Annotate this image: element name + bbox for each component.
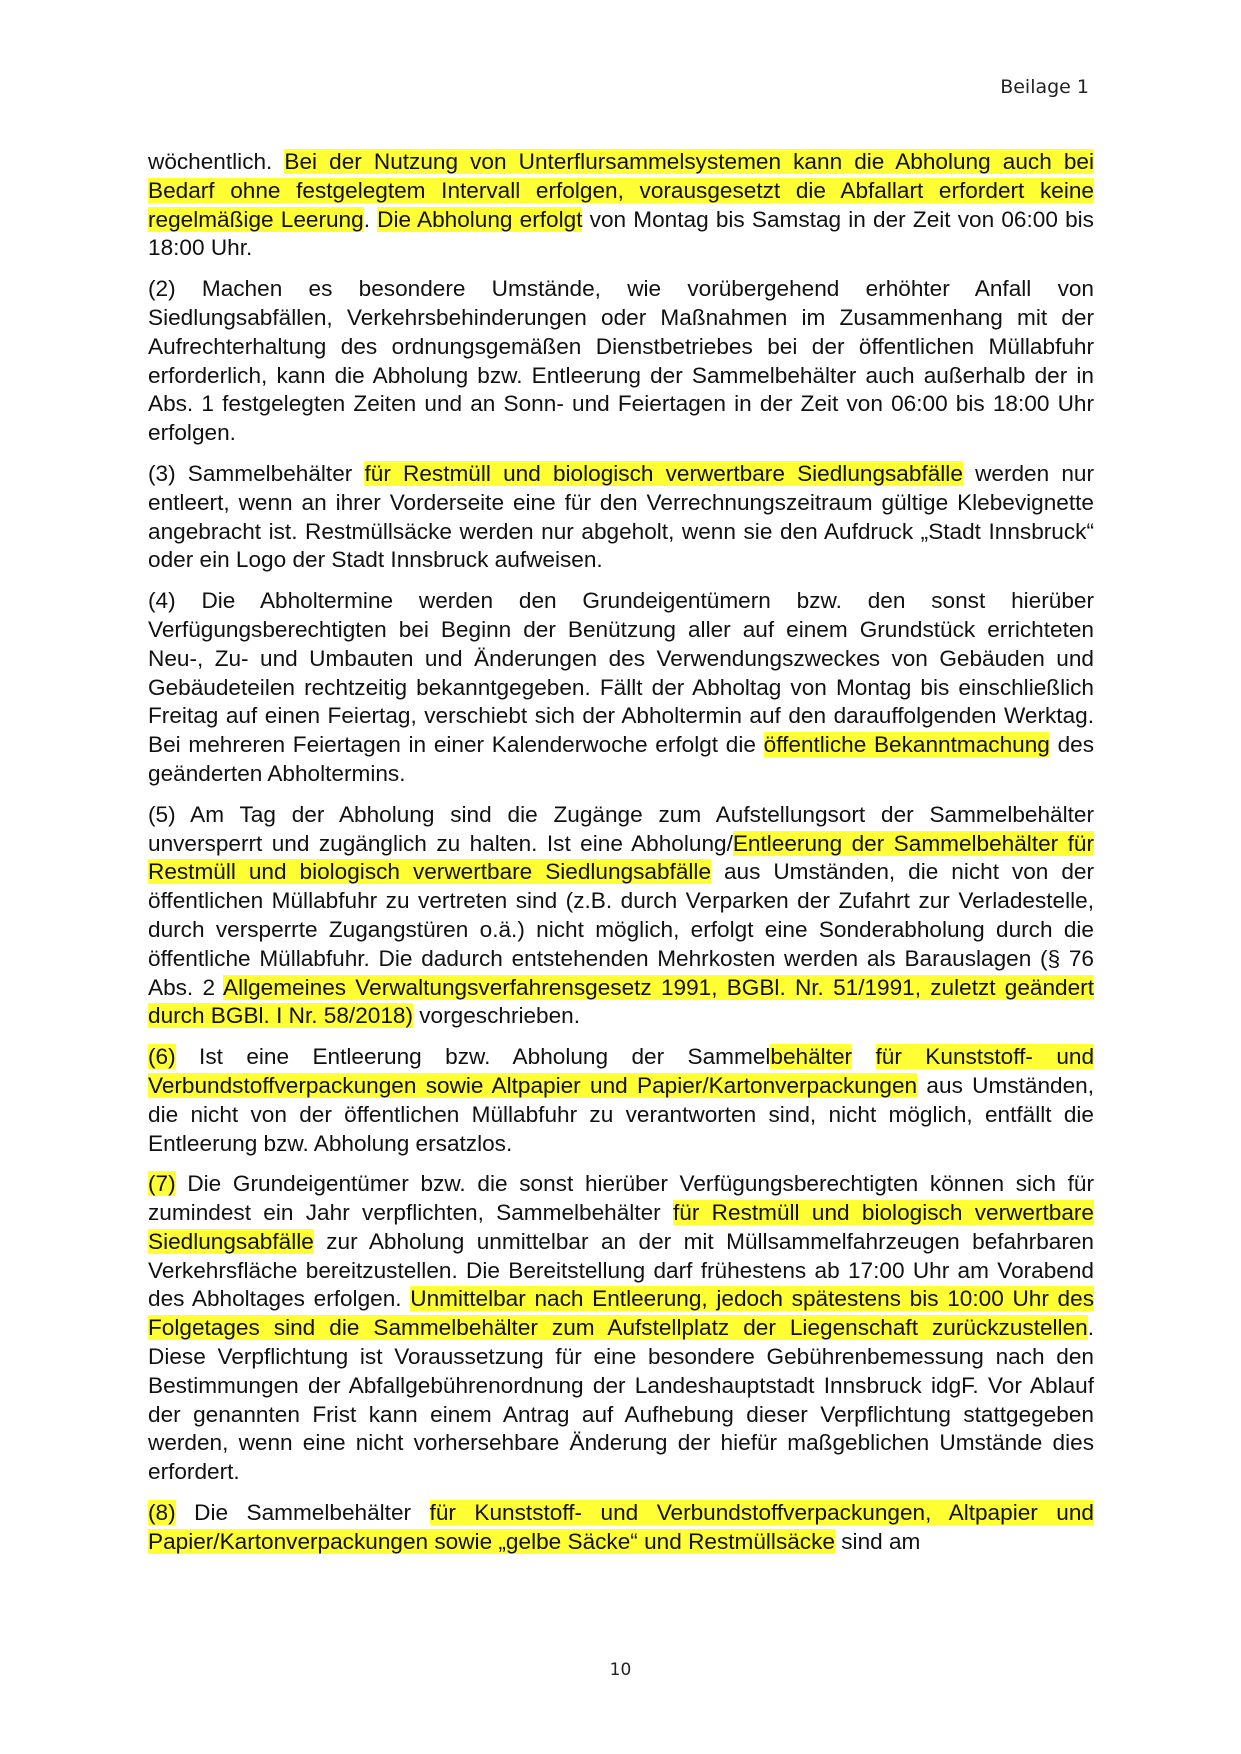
header-label: Beilage 1 <box>1000 76 1089 98</box>
text-run: von Montag bis Samstag in der Zeit von 06:00 bis 18:00 Uhr. <box>148 206 1094 261</box>
text-run: aus Umständen, die nicht von der öffentlichen Müllabfuhr zu verantworten sind, nicht möglich, entfällt die Entleerung bzw. Abholung ersatzlos. <box>148 1072 1094 1156</box>
paragraph-1 <box>148 148 1094 263</box>
text-run: sind am <box>834 1528 921 1554</box>
paragraph-2 <box>148 275 1094 448</box>
body-text <box>148 148 1094 1569</box>
text-run: (3) Sammelbehälter <box>148 460 365 486</box>
paragraph-4 <box>148 587 1094 789</box>
text-run: (5) Am Tag der Abholung sind die Zugänge zum Aufstellungsort der Sammelbehälter unversperrt und zugänglich zu halten. Ist eine Abholung/ <box>148 801 1094 856</box>
highlighted-text: Entleerung der Sammelbehälter für Restmüll und biologisch verwertbare Siedlungsabfälle <box>148 830 1094 885</box>
highlighted-text: Unmittelbar nach Entleerung, jedoch spätestens bis 10:00 Uhr des Folgetages sind die Sammelbehälter zum Aufstellplatz der Liegenschaft zurückzustellen <box>148 1286 1094 1341</box>
text-run: werden nur entleert, wenn an ihrer Vorderseite eine für den Verrechnungszeitraum gültige Klebevignette angebracht ist. Restmüllsäcke werden nur abgeholt, wenn sie den Aufdruck „Stadt Innsbruck“ oder ein Logo der Stadt Innsbruck aufweisen. <box>148 460 1094 573</box>
text-run: (2) Machen es besondere Umstände, wie vorübergehend erhöhter Anfall von Siedlungsabfällen, Verkehrsbehinderungen oder Maßnahmen im Zusammenhang mit der Aufrechterhaltung des ordnungsgemäßen Dienstbetriebes bei der öffentlichen Müllabfuhr erforderlich, kann die Abholung bzw. Entleerung der Sammelbehälter auch außerhalb der in Abs. 1 festgelegten Zeiten und an Sonn- und Feiertagen in der Zeit von 06:00 bis 18:00 Uhr erfolgen. <box>148 276 1094 446</box>
paragraph-8 <box>148 1499 1094 1557</box>
highlighted-text: öffentliche Bekanntmachung <box>763 732 1050 758</box>
highlighted-text: für Kunststoff- und Verbundstoffverpackungen sowie Altpapier und Papier/Kartonverpackungen <box>148 1044 1095 1098</box>
text-run: zur Abholung unmittelbar an der mit Müllsammelfahrzeugen befahrbaren Verkehrsfläche bereitzustellen. Die Bereitstellung darf frühestens ab 17:00 Uhr am Vorabend des Abholtages erfolgen. <box>148 1228 1094 1312</box>
text-run: Die Sammelbehälter <box>175 1500 430 1526</box>
text-run: Die Grundeigentümer bzw. die sonst hierüber Verfügungsberechtigten können sich für zumindest ein Jahr verpflichten, Sammelbehälter <box>148 1171 1094 1226</box>
text-run: aus Umständen, die nicht von der öffentlichen Müllabfuhr zu vertreten sind (z.B. durch Verparken der Zufahrt zur Verladestelle, durch versperrte Zugangstüren o.ä.) nicht möglich, erfolgt eine Sonderabholung durch die öffentliche Müllabfuhr. Die dadurch entstehenden Mehrkosten werden als Barauslagen (§ 76 Abs. 2 <box>148 859 1094 1000</box>
highlighted-text: (8) <box>148 1500 176 1526</box>
paragraph-7 <box>148 1170 1094 1487</box>
paragraph-6 <box>148 1043 1094 1158</box>
highlighted-text: Allgemeines Verwaltungsverfahrensgesetz 1991, BGBl. Nr. 51/1991, zuletzt geändert durch BGBl. I Nr. 58/2018) <box>148 974 1094 1029</box>
highlighted-text: für Restmüll und biologisch verwertbare Siedlungsabfälle <box>364 460 963 486</box>
text-run: Ist eine Entleerung bzw. Abholung der Sammel <box>175 1044 771 1070</box>
highlighted-text: (7) <box>148 1171 176 1197</box>
highlighted-text: Die Abholung erfolgt <box>377 206 583 232</box>
text-run: . <box>363 206 378 232</box>
highlighted-text: für Restmüll und biologisch verwertbare Siedlungsabfälle <box>148 1200 1094 1254</box>
text-run <box>852 1044 875 1069</box>
text-run: wöchentlich. <box>148 149 285 174</box>
paragraph-3 <box>148 460 1094 575</box>
text-run: (4) Die Abholtermine werden den Grundeigentümern bzw. den sonst hierüber Verfügungsberechtigten bei Beginn der Benützung aller auf einem Grundstück errichteten Neu-, Zu- und Umbauten und Änderungen des Verwendungszweckes von Gebäuden und Gebäudeteilen rechtzeitig bekanntgegeben. Fällt der Abholtag von Montag bis einschließlich Freitag auf einen Feiertag, verschiebt sich der Abholtermin auf den darauffolgenden Werktag. Bei mehreren Feiertagen in einer Kalenderwoche erfolgt die <box>148 588 1094 758</box>
highlighted-text: Bei der Nutzung von Unterflursammelsystemen kann die Abholung auch bei Bedarf ohne festgelegtem Intervall erfolgen, vorausgesetzt die Abfallart erfordert keine regelmäßige Leerung <box>148 149 1094 232</box>
text-run: des geänderten Abholtermins. <box>148 732 1094 786</box>
text-run: . Diese Verpflichtung ist Voraussetzung für eine besondere Gebührenbemessung nach den Bestimmungen der Abfallgebührenordnung der Landeshauptstadt Innsbruck idgF. Vor Ablauf der genannten Frist kann einem Antrag auf Aufhebung dieser Verpflichtung stattgegeben werden, wenn eine nicht vorhersehbare Änderung der hiefür maßgeblichen Umstände dies erfordert. <box>148 1315 1094 1485</box>
paragraph-5 <box>148 801 1094 1031</box>
page-number: 10 <box>609 1660 632 1680</box>
highlighted-text: für Kunststoff- und Verbundstoffverpackungen, Altpapier und Papier/Kartonverpackungen sowie „gelbe Säcke“ und Restmüllsäcke <box>148 1500 1094 1554</box>
text-run: vorgeschrieben. <box>412 1003 581 1029</box>
highlighted-text: behälter <box>770 1044 853 1070</box>
highlighted-text: (6) <box>148 1044 176 1070</box>
